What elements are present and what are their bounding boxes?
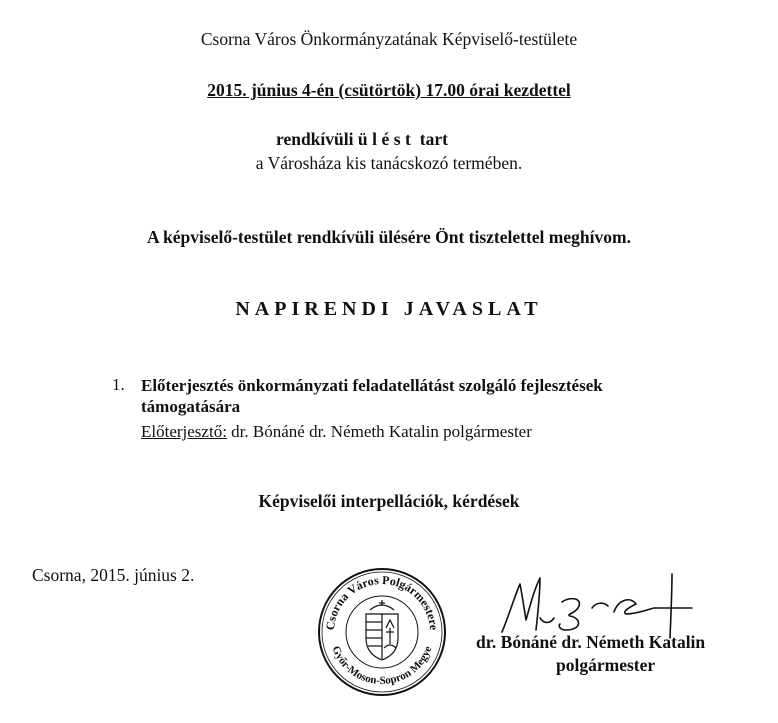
agenda-title: NAPIRENDI JAVASLAT [235,298,543,320]
meeting-datetime: 2015. június 4-én (csütörtök) 17.00 órai kezdettel [207,80,571,100]
place-and-date: Csorna, 2015. június 2. [32,565,195,585]
meeting-location: a Városháza kis tanácskozó termében. [255,153,523,173]
presenter-name: dr. Bónáné dr. Németh Katalin polgármester [231,422,532,441]
coat-of-arms-icon [366,600,398,660]
agenda-item-number: 1. [112,375,125,394]
presenter-label: Előterjesztő: [141,422,227,441]
session-spaced: ülést [357,129,416,149]
seal-text-top: Csorna Város Polgármestere [322,572,442,631]
invitation-text: A képviselő-testület rendkívüli ülésére Önt tisztelettel meghívom. [147,227,631,247]
official-seal [316,566,448,698]
session-suffix: tart [419,129,448,149]
session-prefix: rendkívüli [276,129,354,149]
agenda-item-title: Előterjesztés önkormányzati feladatellátást szolgáló fejlesztések támogatására [141,376,603,416]
signatory-title: polgármester [556,655,656,675]
seal-text-bottom: Győr-Moson-Sopron Megye [329,644,435,688]
interpellations: Képviselői interpellációk, kérdések [258,491,520,511]
session-type [276,129,448,150]
agenda-item-presenter [141,422,532,442]
signatory-name: dr. Bónáné dr. Németh Katalin [476,632,706,652]
council-header: Csorna Város Önkormányzatának Képviselő-testülete [200,29,578,49]
